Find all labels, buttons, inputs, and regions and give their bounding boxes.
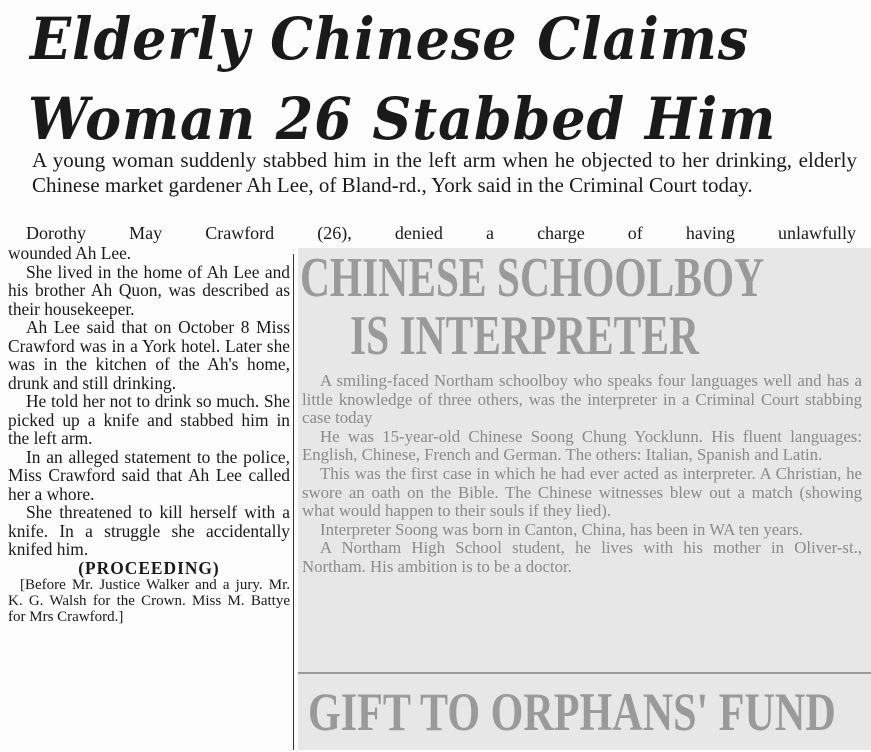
opening-paragraph: Dorothy May Crawford (26), denied a charge of having unlawfully: [26, 223, 856, 243]
body-paragraph: A smiling-faced Northam schoolboy who speaks four languages well and has a little knowledge of three others, was the interpreter in a Criminal Court stabbing case today: [302, 371, 862, 428]
body-paragraph: wounded Ah Lee.: [8, 243, 132, 263]
body-paragraph: A Northam High School student, he lives with his mother in Oliver-st., Northam. His ambition is to be a doctor.: [302, 538, 862, 576]
subheading: (PROCEEDING): [78, 557, 220, 578]
body-paragraph: Ah Lee said that on October 8 Miss Crawford was in a York hotel. Later she was in the kitchen of the Ah's home, drunk and still drinking.: [8, 317, 290, 393]
body-paragraph: In an alleged statement to the police, Miss Crawford said that Ah Lee called her a whore.: [8, 446, 290, 504]
headline-line-1: Elderly Chinese Claims: [30, 5, 750, 73]
cut-off-text: [378, 740, 798, 752]
lede-paragraph: A young woman suddenly stabbed him in the left arm when he objected to her drinking, elderly Chinese market gardener Ah Lee, of Bland-rd., York said in the Criminal Court today.: [32, 148, 857, 197]
body-paragraph: This was the first case in which he had ever acted as interpreter. A Christian, he swore an oath on the Bible. The Chinese witnesses blew out a match (showing what would happen to their souls if they lied).: [302, 463, 862, 521]
body-paragraph: He told her not to drink so much. She picked up a knife and stabbed him in the left arm.: [8, 391, 290, 448]
column-divider: [293, 254, 294, 750]
body-paragraph: Interpreter Soong was born in Canton, China, has been in WA ten years.: [320, 519, 803, 539]
article-headline-line-1: CHINESE SCHOOLBOY: [300, 247, 765, 309]
headline-line-2: Woman 26 Stabbed Him: [28, 85, 777, 153]
article-headline-line-2: IS INTERPRETER: [350, 305, 699, 367]
left-column: [8, 244, 290, 625]
article-body: [302, 372, 862, 577]
court-note: [Before Mr. Justice Walker and a jury. Mr. K. G. Walsh for the Crown. Miss M. Battye for Mrs Crawford.]: [8, 577, 290, 625]
article-divider: [298, 672, 871, 674]
next-article-headline: GIFT TO ORPHANS' FUND: [308, 682, 836, 742]
body-paragraph: She threatened to kill herself with a knife. In a struggle she accidentally knifed him.: [8, 502, 290, 559]
body-paragraph: He was 15-year-old Chinese Soong Chung Yocklunn. His fluent languages: English, Chinese, French and German. The others: Italian, Spanish and Latin.: [302, 426, 862, 465]
sidebar-article: [298, 248, 871, 750]
body-paragraph: She lived in the home of Ah Lee and his brother Ah Quon, was described as their housekeeper.: [8, 261, 290, 319]
